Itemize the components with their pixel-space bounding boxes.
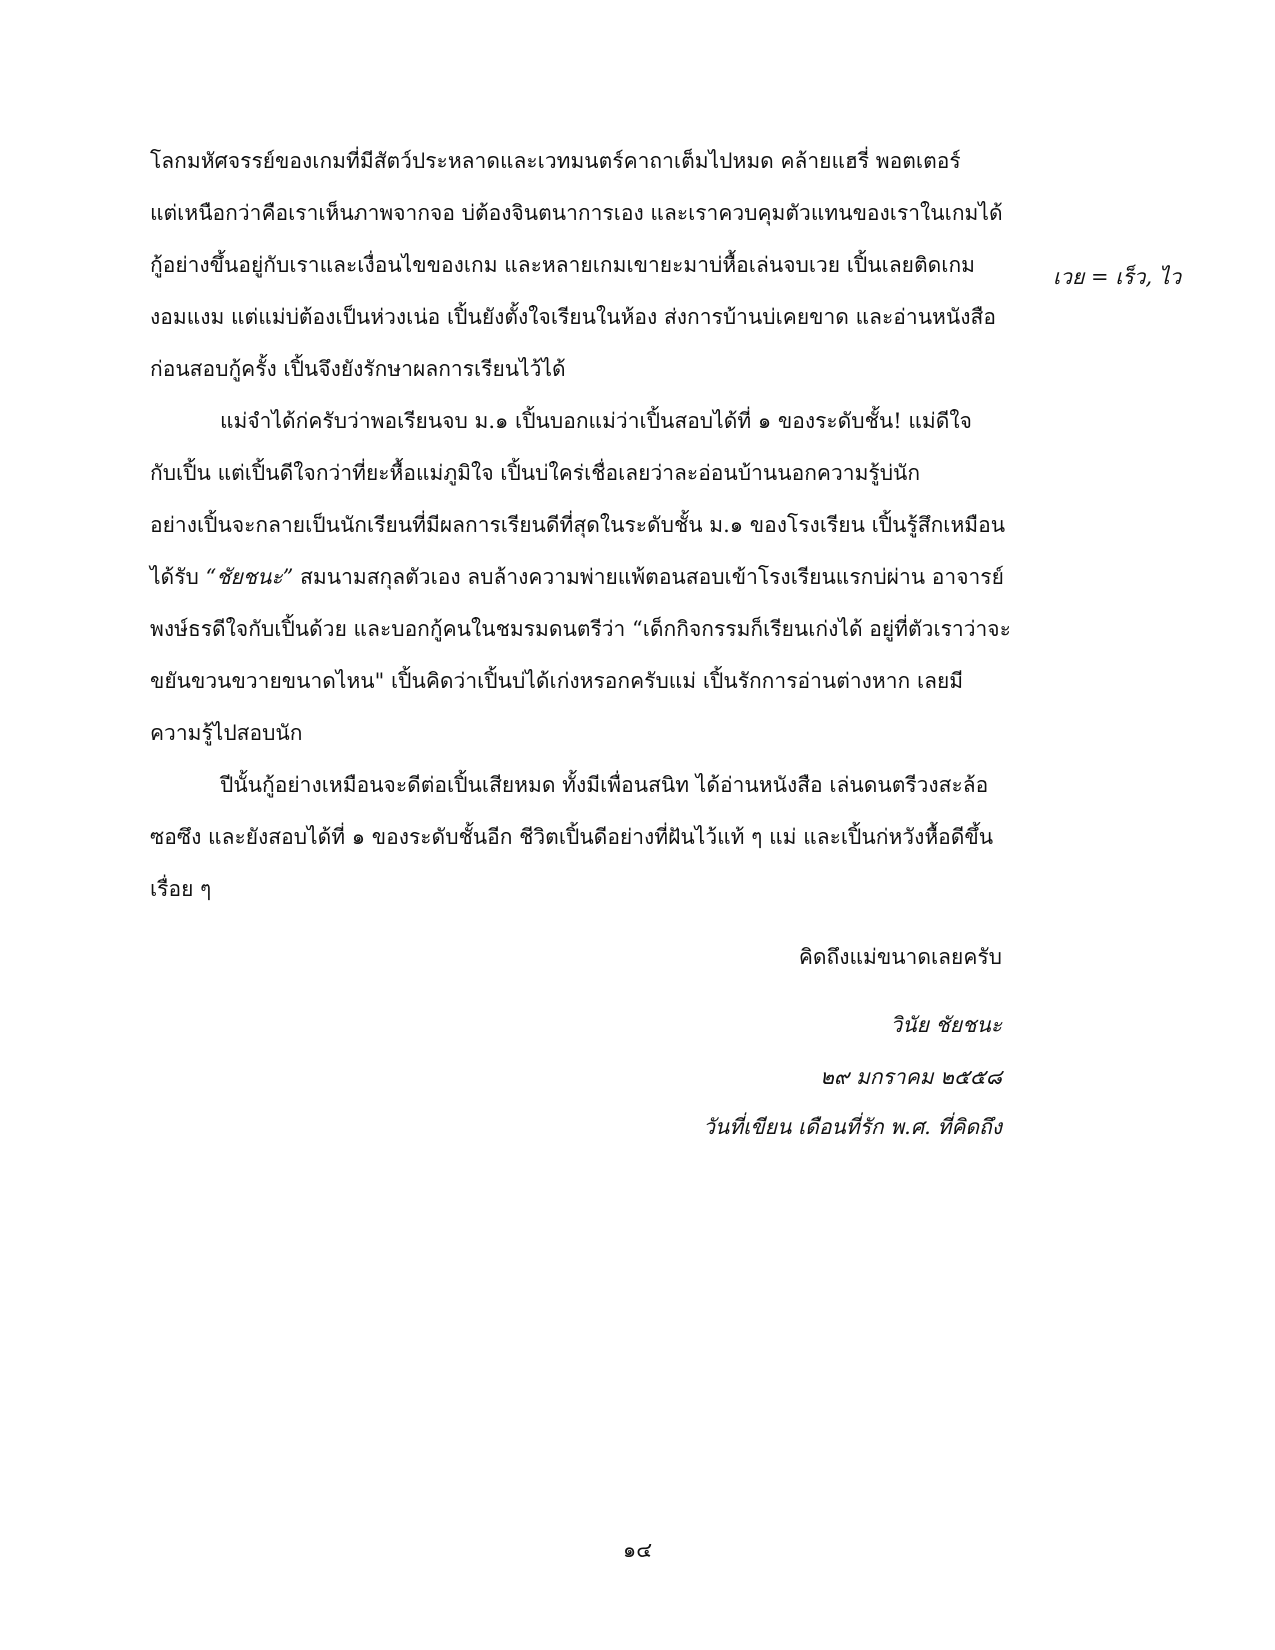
margin-glossary-note: เวย = เร็ว, ไว [1053, 265, 1182, 289]
sign-off: คิดถึงแม่ขนาดเลยครับ [798, 945, 1002, 969]
page-number: ๑๔ [622, 1538, 653, 1562]
paragraph-2-line-7: ความรู้ไปสอบนัก [150, 721, 303, 745]
paragraph-2-line-4 [150, 562, 1004, 592]
paragraph-2-line-5: พงษ์ธรดีใจกับเปิ้นด้วย และบอกกู้คนในชมรมดนตรีว่า “เด็กกิจกรรมก็เรียนเก่งได้ อยู่ที่ตัวเราว่าจะ [150, 617, 1011, 641]
paragraph-3-line-3: เรื่อย ๆ [150, 877, 212, 901]
paragraph-3-line-2: ซอซึง และยังสอบได้ที่ ๑ ของระดับชั้นอีก ชีวิตเปิ้นดีอย่างที่ฝันไว้แท้ ๆ แม่ และเปิ้นก่หวังหื้อดีขึ้น [150, 825, 994, 849]
paragraph-1-line-1: โลกมหัศจรรย์ของเกมที่มีสัตว์ประหลาดและเวทมนตร์คาถาเต็มไปหมด คล้ายแฮรี่ พอตเตอร์ [150, 149, 961, 173]
paragraph-2-line-4-pre: ได้รับ [150, 565, 206, 589]
letter-date: ๒๙ มกราคม ๒๕๕๘ [820, 1065, 1002, 1089]
paragraph-2-line-3: อย่างเปิ้นจะกลายเป็นนักเรียนที่มีผลการเรียนดีที่สุดในระดับชั้น ม.๑ ของโรงเรียน เปิ้นรู้สึกเหมือน [150, 513, 1006, 537]
paragraph-1-line-3: กู้อย่างขึ้นอยู่กับเราและเงื่อนไขของเกม และหลายเกมเขายะมาบ่หื้อเล่นจบเวย เปิ้นเลยติดเกม [150, 253, 975, 277]
paragraph-1-line-4: งอมแงม แต่แม่บ่ต้องเป็นห่วงเน่อ เปิ้นยังตั้งใจเรียนในห้อง ส่งการบ้านบ่เคยขาด และอ่านหนังสือ [150, 305, 996, 329]
paragraph-2-line-2: กับเปิ้น แต่เปิ้นดีใจกว่าที่ยะหื้อแม่ภูมิใจ เปิ้นบ่ใคร่เชื่อเลยว่าละอ่อนบ้านนอกความรู้บ่นัก [150, 461, 921, 485]
paragraph-2-line-4-emphasis: “ชัยชนะ” [205, 565, 294, 589]
paragraph-3-line-1: ปีนั้นกู้อย่างเหมือนจะดีต่อเปิ้นเสียหมด ทั้งมีเพื่อนสนิท ได้อ่านหนังสือ เล่นดนตรีวงสะล้อ [220, 773, 989, 797]
paragraph-2-line-1: แม่จำได้ก่ครับว่าพอเรียนจบ ม.๑ เปิ้นบอกแม่ว่าเปิ้นสอบได้ที่ ๑ ของระดับชั้น! แม่ดีใจ [220, 409, 972, 433]
paragraph-2-line-6: ขยันขวนขวายขนาดไหน" เปิ้นคิดว่าเปิ้นบ่ได้เก่งหรอกครับแม่ เปิ้นรักการอ่านต่างหาก เลยมี [150, 669, 964, 693]
signature-name: วินัย ชัยชนะ [890, 1013, 1002, 1037]
paragraph-2-line-4-post: สมนามสกุลตัวเอง ลบล้างความพ่ายแพ้ตอนสอบเข้าโรงเรียนแรกบ่ผ่าน อาจารย์ [293, 565, 1004, 589]
paragraph-1-line-5: ก่อนสอบกู้ครั้ง เปิ้นจึงยังรักษาผลการเรียนไว้ได้ [150, 357, 566, 381]
paragraph-1-line-2: แต่เหนือกว่าคือเราเห็นภาพจากจอ บ่ต้องจินตนาการเอง และเราควบคุมตัวแทนของเราในเกมได้ [150, 201, 1003, 225]
date-subtitle: วันที่เขียน เดือนที่รัก พ.ศ. ที่คิดถึง [703, 1115, 1002, 1139]
